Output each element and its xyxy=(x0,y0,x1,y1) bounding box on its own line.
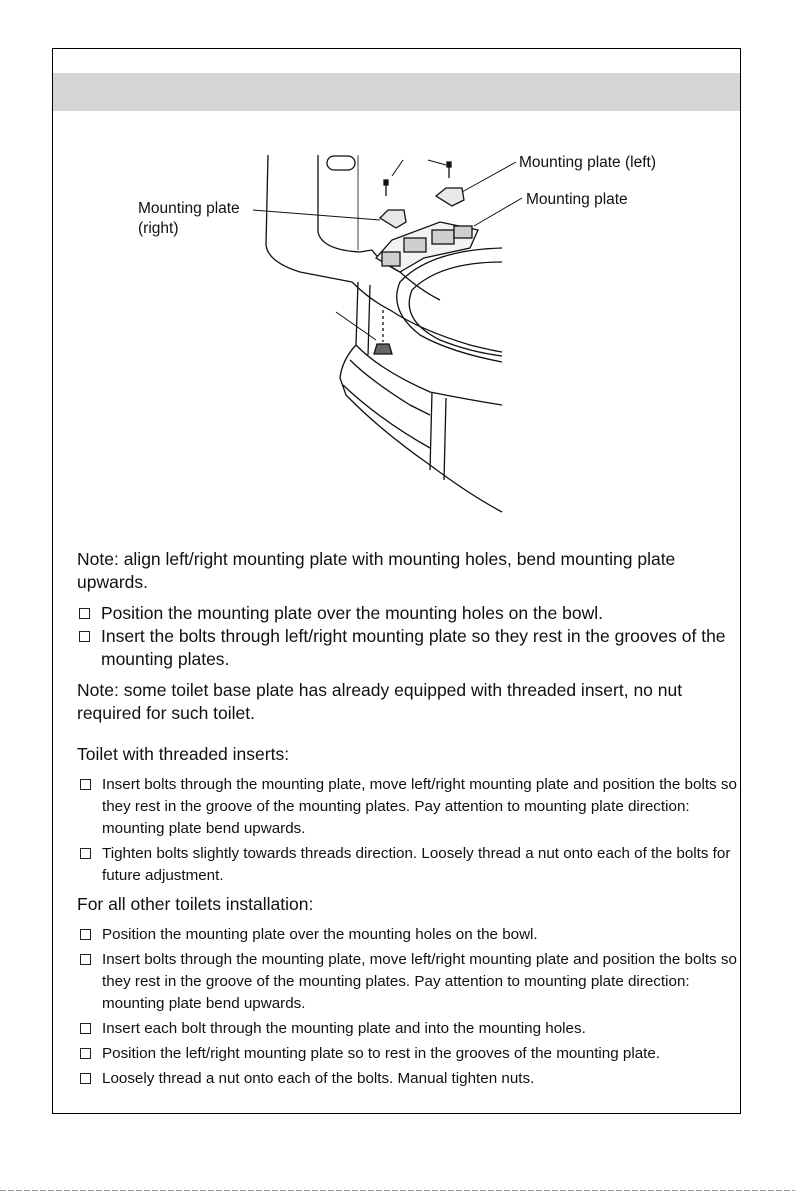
callout-mounting-plate: Mounting plate xyxy=(526,191,628,208)
list-item xyxy=(77,1068,737,1090)
list-item xyxy=(77,602,737,625)
bottom-divider xyxy=(0,1190,795,1191)
heading-threaded-inserts: Toilet with threaded inserts: xyxy=(77,744,290,764)
callout-right-line2: (right) xyxy=(138,220,179,237)
checkbox-icon xyxy=(80,779,91,790)
note-align: Note: align left/right mounting plate with mounting holes, bend mounting plate upwards. xyxy=(77,549,676,592)
checkbox-icon xyxy=(80,1048,91,1059)
list-item-text: Insert each bolt through the mounting plate and into the mounting holes. xyxy=(102,1020,586,1037)
list-item-text: Tighten bolts slightly towards threads direction. Loosely thread a nut onto each of the bolts for future adjustment. xyxy=(102,845,731,884)
list-item-text: Position the left/right mounting plate so to rest in the grooves of the mounting plate. xyxy=(102,1045,661,1062)
note-threaded-insert: Note: some toilet base plate has already equipped with threaded insert, no nut required for such toilet. xyxy=(77,680,683,723)
instructions xyxy=(77,548,737,1093)
list-item-text: Insert bolts through the mounting plate, move left/right mounting plate and position the bolts so they rest in the groove of the mounting plates. Pay attention to mounting plate direction: mounting plate bend upwards. xyxy=(102,951,737,1012)
list-item xyxy=(77,924,737,946)
heading-other-toilets: For all other toilets installation: xyxy=(77,894,314,914)
checkbox-icon xyxy=(80,848,91,859)
header-band xyxy=(53,73,740,111)
list-item xyxy=(77,1018,737,1040)
list-item xyxy=(77,949,737,1015)
list-item-text: Position the mounting plate over the mounting holes on the bowl. xyxy=(101,603,603,623)
checkbox-icon xyxy=(80,1023,91,1034)
other-steps-list xyxy=(77,924,737,1090)
threaded-steps-list xyxy=(77,774,737,887)
steps-list xyxy=(77,602,737,671)
list-item-text: Insert bolts through the mounting plate, move left/right mounting plate and position the bolts so they rest in the groove of the mounting plates. Pay attention to mounting plate direction: mounting plate bend upwards. xyxy=(102,776,737,837)
list-item xyxy=(77,843,737,887)
checkbox-icon xyxy=(79,631,90,642)
checkbox-icon xyxy=(80,929,91,940)
callout-mounting-plate-right xyxy=(138,199,240,239)
callout-right-line1: Mounting plate xyxy=(138,200,240,217)
checkbox-icon xyxy=(79,608,90,619)
callout-mounting-plate-left: Mounting plate (left) xyxy=(519,154,656,171)
list-item xyxy=(77,774,737,840)
list-item-text: Insert the bolts through left/right mounting plate so they rest in the grooves of the mounting plates. xyxy=(101,626,726,669)
list-item-text: Loosely thread a nut onto each of the bolts. Manual tighten nuts. xyxy=(102,1070,535,1087)
list-item-text: Position the mounting plate over the mounting holes on the bowl. xyxy=(102,926,538,943)
list-item xyxy=(77,625,737,671)
checkbox-icon xyxy=(80,1073,91,1084)
checkbox-icon xyxy=(80,954,91,965)
list-item xyxy=(77,1043,737,1065)
